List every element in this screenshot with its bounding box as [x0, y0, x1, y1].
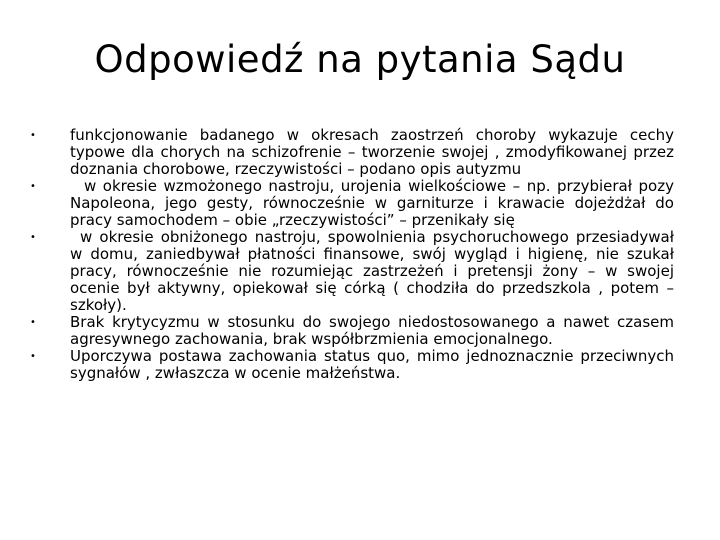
- bullet-text-5: Uporczywa postawa zachowania status quo, mimo jednoznacznie przeciwnych sygnałów , zwłaszcza w ocenie małżeństwa.: [70, 347, 674, 382]
- bullet-text-2: w okresie wzmożonego nastroju, urojenia wielkościowe – np. przybierał pozy Napoleona, jego gesty, równocześnie w garniturze i krawacie dojeżdżał do pracy samochodem – obie „rzeczywistości” – przenikały się: [70, 177, 674, 229]
- slide-title: Odpowiedź na pytania Sądu: [94, 38, 626, 81]
- bullet-text-1: funkcjonowanie badanego w okresach zaostrzeń choroby wykazuje cechy typowe dla chorych na schizofrenie – tworzenie swojej , zmodyfikowanej przez doznania chorobowe, rzeczywistości – podano opis autyzmu: [70, 126, 674, 178]
- bullet-item-2: [24, 178, 674, 229]
- bullet-text-3: w okresie obniżonego nastroju, spowolnienia psychoruchowego przesiadywał w domu, zaniedbywał płatności finansowe, swój wygląd i higienę, nie szukał pracy, równocześnie nie rozumiejąc zastrzeżeń i pretensji żony – w swojej ocenie był aktywny, opiekował się córką ( chodziła do przedszkola , potem – szkoły).: [70, 228, 674, 314]
- bullet-icon: •: [30, 351, 36, 362]
- bullet-icon: •: [30, 130, 36, 141]
- bullet-icon: •: [30, 181, 36, 192]
- bullet-text-4: Brak krytycyzmu w stosunku do swojego niedostosowanego a nawet czasem agresywnego zachowania, brak współbrzmienia emocjonalnego.: [70, 313, 674, 348]
- bullet-item-4: [24, 314, 674, 348]
- bullet-item-3: [24, 229, 674, 314]
- bullet-item-1: [24, 127, 674, 178]
- bullet-icon: •: [30, 317, 36, 328]
- bullet-list: [24, 127, 674, 382]
- bullet-item-5: [24, 348, 674, 382]
- bullet-icon: •: [30, 232, 36, 243]
